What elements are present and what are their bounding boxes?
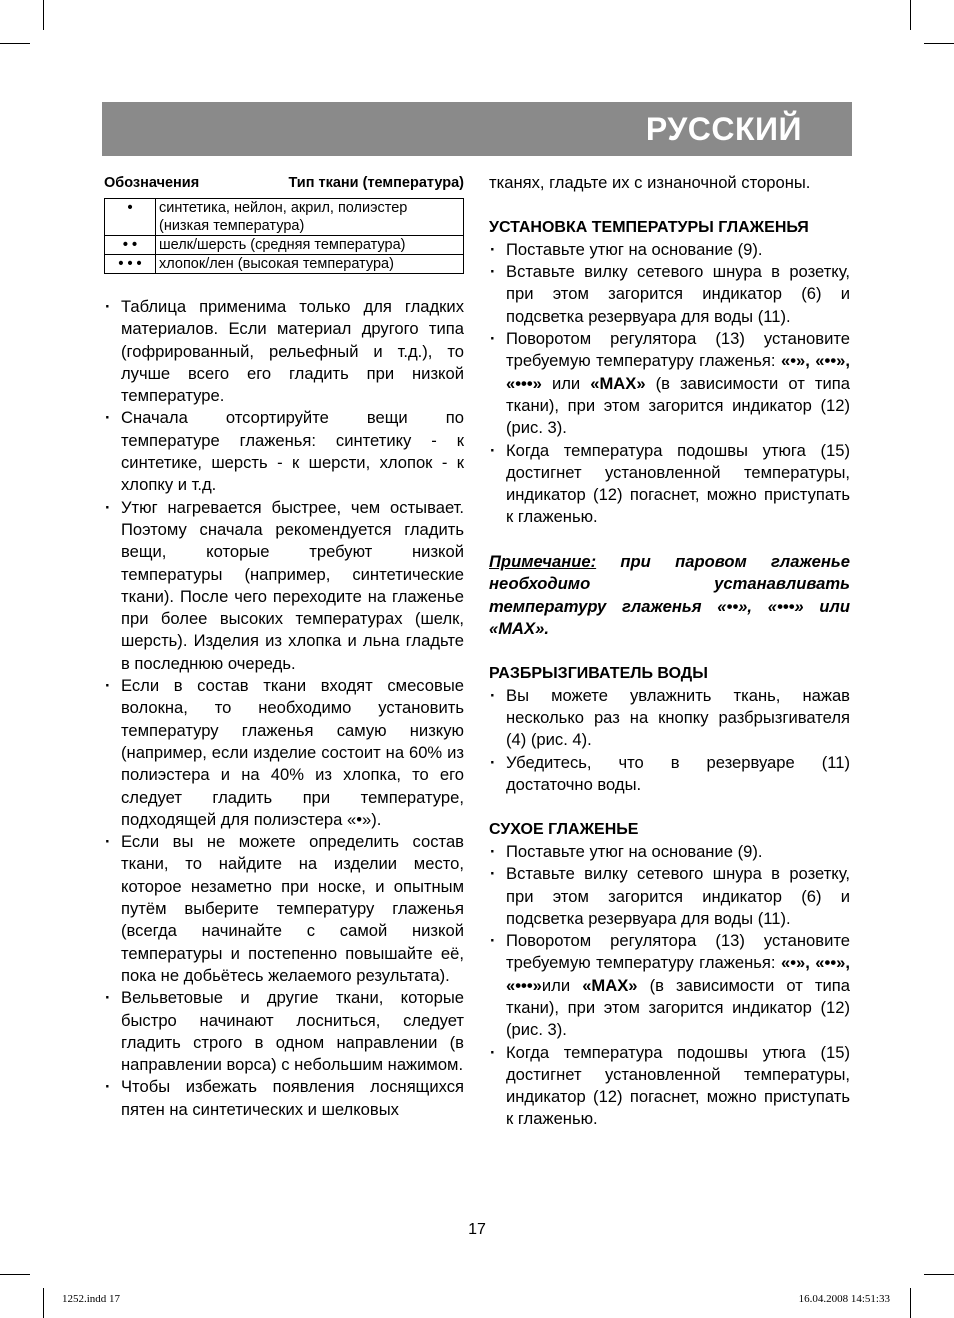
list-item: · Если в состав ткани входят смесовые волокна, то необходимо установить температуру глаженья самую низкую (например, если изделие состоит на 60% из полиэстера и на 40% из хлопка, то его следует гладить при температуре, подходящей для полиэстера «•»). — [104, 675, 464, 831]
text-span: или — [541, 975, 583, 995]
max-mode: «MAX» — [582, 975, 638, 995]
note-text: при паровом глаженье необходимо устанавливать температуру глаженья «••», «•••» или «MAX». — [489, 552, 850, 638]
section-heading: РАЗБРЫЗГИВАТЕЛЬ ВОДЫ — [489, 664, 708, 682]
crop-mark — [43, 1288, 44, 1318]
legend-symbol: • • — [105, 236, 156, 255]
list-item: · Вставьте вилку сетевого шнура в розетку, при этом загорится индикатор (6) и подсветка резервуара для воды (11). — [489, 261, 850, 328]
list-item: · Сначала отсортируйте вещи по температуре глаженья: синтетику - к синтетике, шерсть - к шерсти, хлопок - к хлопку и т.д. — [104, 407, 464, 496]
list-item: · Убедитесь, что в резервуаре (11) достаточно воды. — [489, 752, 850, 797]
legend-col2-header: Тип ткани (температура) — [288, 175, 464, 191]
list-item — [489, 328, 850, 439]
legend-text: шелк/шерсть (средняя температура) — [156, 236, 464, 255]
crop-mark — [43, 0, 44, 30]
temperature-modes: «•», «••», «•••» — [506, 351, 850, 393]
legend-text: синтетика, нейлон, акрил, полиэстер (низкая температура) — [156, 199, 464, 236]
crop-mark — [910, 0, 911, 30]
legend-col1-header: Обозначения — [104, 175, 200, 191]
footer-file-info: 1252.indd 17 — [62, 1293, 121, 1305]
note-paragraph — [489, 551, 850, 640]
page-number: 17 — [468, 1221, 486, 1238]
text-span: Поворотом регулятора (13) установите требуемую температуру глаженья: — [506, 931, 850, 973]
crop-mark — [0, 43, 30, 44]
temperature-modes: «•», «••», «•••» — [506, 953, 850, 995]
list-item: · Вельветовые и другие ткани, которые быстро начинают лосниться, следует гладить строго в одном направлении (в направлении ворса) с небольшим нажимом. — [104, 987, 464, 1076]
legend-text: хлопок/лен (высокая температура) — [156, 255, 464, 274]
text-span: (в зависимости от типа ткани), при этом загорится индикатор (12) (рис. 3). — [506, 975, 850, 1040]
list-item: · Когда температура подошвы утюга (15) достигнет установленной температуры, индикатор (12) погаснет, можно приступать к глаженью. — [489, 440, 850, 529]
legend-symbol: • — [105, 199, 156, 236]
text-span: Поворотом регулятора (13) установите требуемую температуру глаженья: — [506, 329, 850, 371]
ironing-tips-list — [104, 296, 464, 1121]
text-span: или — [541, 373, 591, 393]
list-item: · Вы можете увлажнить ткань, нажав несколько раз на кнопку разбрызгивателя (4) (рис. 4). — [489, 685, 850, 752]
section-heading: СУХОЕ ГЛАЖЕНЬЕ — [489, 820, 639, 838]
fabric-legend-table — [104, 198, 464, 274]
list-item: · Утюг нагревается быстрее, чем остывает. Поэтому сначала рекомендуется гладить вещи, которые требуют низкой температуры (например, синтетические ткани). После чего переходите на глаженье при более высоких температурах (шелк, шерсть). Изделия из хлопка и льна гладьте в последнюю очередь. — [104, 497, 464, 675]
right-column — [489, 172, 850, 1131]
section-heading: УСТАНОВКА ТЕМПЕРАТУРЫ ГЛАЖЕНЬЯ — [489, 218, 809, 236]
language-banner — [102, 102, 852, 156]
legend-header — [104, 172, 464, 194]
table-row — [105, 236, 464, 255]
crop-mark — [924, 43, 954, 44]
crop-mark — [924, 1274, 954, 1275]
footer-timestamp: 16.04.2008 14:51:33 — [798, 1293, 890, 1305]
list-item: · Когда температура подошвы утюга (15) достигнет установленной температуры, индикатор (12) погаснет, можно приступать к глаженью. — [489, 1042, 850, 1131]
max-mode: «MAX» — [590, 373, 646, 393]
dry-ironing-list — [489, 841, 850, 1131]
note-label: Примечание: — [489, 552, 597, 572]
continued-paragraph: тканях, гладьте их с изнаночной стороны. — [489, 173, 811, 192]
crop-mark — [0, 1274, 30, 1275]
text-span: (в зависимости от типа ткани), при этом загорится индикатор (12) (рис. 3). — [506, 373, 850, 438]
left-column — [104, 172, 464, 1121]
list-item — [489, 930, 850, 1041]
legend-symbol: • • • — [105, 255, 156, 274]
list-item: · Вставьте вилку сетевого шнура в розетку, при этом загорится индикатор (6) и подсветка резервуара для воды (11). — [489, 863, 850, 930]
list-item: · Таблица применима только для гладких материалов. Если материал другого типа (гофрированный, рельефный и т.д.), то лучше всего его гладить при низкой температуре. — [104, 296, 464, 407]
list-item: · Поставьте утюг на основание (9). — [489, 841, 850, 863]
crop-mark — [910, 1288, 911, 1318]
table-row — [105, 255, 464, 274]
list-item: · Чтобы избежать появления лоснящихся пятен на синтетических и шелковых — [104, 1076, 464, 1121]
sprayer-list — [489, 685, 850, 796]
temperature-setting-list — [489, 239, 850, 529]
list-item: · Если вы не можете определить состав ткани, то найдите на изделии место, которое незаметно при носке, и опытным путём выберите температуру глаженья (всегда начинайте с самой низкой температуры и постепенно повышайте её, пока не добьётесь желаемого результата). — [104, 831, 464, 987]
table-row — [105, 199, 464, 236]
language-title: РУССКИЙ — [645, 111, 802, 147]
list-item: · Поставьте утюг на основание (9). — [489, 239, 850, 261]
